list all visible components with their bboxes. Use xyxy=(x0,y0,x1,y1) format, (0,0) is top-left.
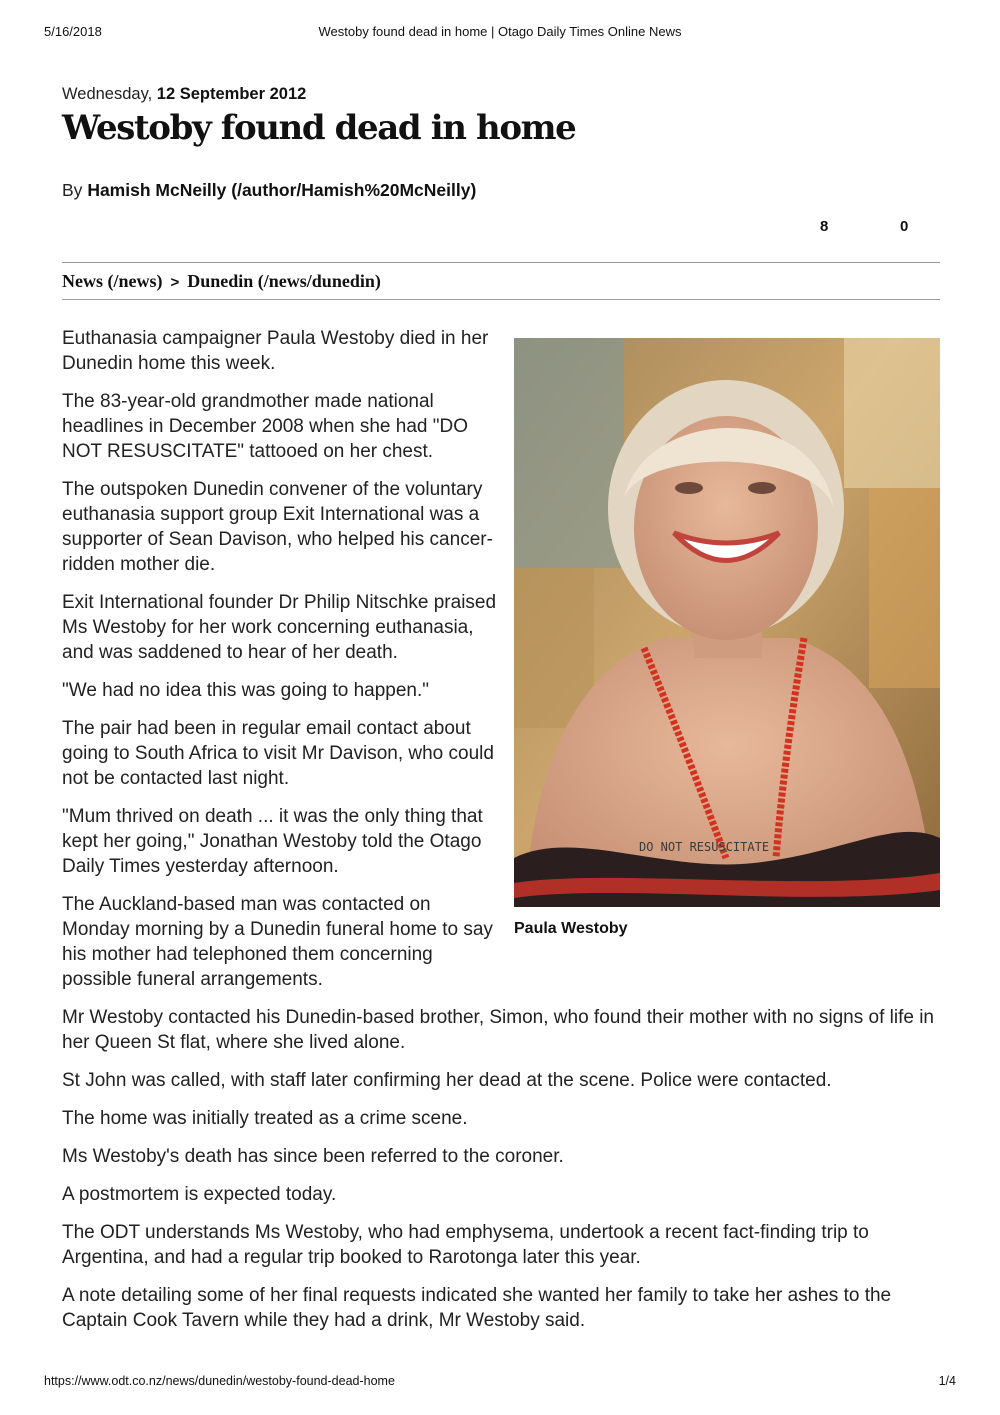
print-date: 5/16/2018 xyxy=(44,24,102,39)
comment-count[interactable]: 0 xyxy=(900,218,909,235)
paragraph: Euthanasia campaigner Paula Westoby died in her Dunedin home this week. xyxy=(62,328,489,374)
paragraph: The Auckland-based man was contacted on Monday morning by a Dunedin funeral home to say his mother had telephoned them concerning possible funeral arrangements. xyxy=(62,894,493,990)
share-count[interactable]: 8 xyxy=(820,218,829,235)
print-footer xyxy=(44,1374,956,1390)
paragraph: "Mum thrived on death ... it was the only thing that kept her going," Jonathan Westoby told the Otago Daily Times yesterday afternoon. xyxy=(62,806,483,877)
author-link[interactable]: Hamish McNeilly (/author/Hamish%20McNeilly) xyxy=(87,180,477,200)
dateline-date: 12 September 2012 xyxy=(156,85,307,103)
dateline-weekday: Wednesday, xyxy=(62,85,153,103)
byline xyxy=(62,180,476,201)
paragraph: The pair had been in regular email contact about going to South Africa to visit Mr Davison, who could not be contacted last night. xyxy=(62,718,494,789)
paragraph: Mr Westoby contacted his Dunedin-based brother, Simon, who found their mother with no signs of life in her Queen St flat, where she lived alone. xyxy=(62,1007,934,1053)
breadcrumb-separator: > xyxy=(170,274,180,291)
paragraph: The ODT understands Ms Westoby, who had emphysema, undertook a recent fact-finding trip to Argentina, and had a regular trip booked to Rarotonga later this year. xyxy=(62,1222,869,1268)
paragraph: The home was initially treated as a crime scene. xyxy=(62,1108,468,1129)
breadcrumb-dunedin-link[interactable]: Dunedin (/news/dunedin) xyxy=(187,271,381,291)
paragraph: Ms Westoby's death has since been referred to the coroner. xyxy=(62,1146,564,1167)
byline-prefix: By xyxy=(62,180,83,200)
paragraph: "We had no idea this was going to happen." xyxy=(62,680,430,701)
breadcrumb xyxy=(62,271,381,292)
paragraph: The outspoken Dunedin convener of the voluntary euthanasia support group Exit International was a supporter of Sean Davison, who helped his cancer-ridden mother die. xyxy=(62,479,493,575)
paragraph: Exit International founder Dr Philip Nitschke praised Ms Westoby for her work concerning euthanasia, and was saddened to hear of her death. xyxy=(62,592,497,663)
article-dateline xyxy=(62,85,306,104)
breadcrumb-bottom-divider xyxy=(62,299,940,300)
paragraph: A postmortem is expected today. xyxy=(62,1184,337,1205)
print-page-title: Westoby found dead in home | Otago Daily Times Online News xyxy=(318,24,682,39)
tattoo-text: DO NOT RESUSCITATE xyxy=(639,840,770,854)
print-header xyxy=(44,24,956,40)
print-page-number: 1/4 xyxy=(938,1374,956,1388)
breadcrumb-top-divider xyxy=(62,262,940,263)
photo-caption: Paula Westoby xyxy=(514,920,628,937)
paragraph: A note detailing some of her final requests indicated she wanted her family to take her ashes to the Captain Cook Tavern while they had a drink, Mr Westoby said. xyxy=(62,1285,892,1331)
breadcrumb-news-link[interactable]: News (/news) xyxy=(62,271,163,291)
paragraph: St John was called, with staff later confirming her dead at the scene. Police were contacted. xyxy=(62,1070,832,1091)
print-url: https://www.odt.co.nz/news/dunedin/westoby-found-dead-home xyxy=(44,1374,395,1388)
article-headline: Westoby found dead in home xyxy=(62,108,576,148)
article-body xyxy=(62,326,942,1346)
paragraph: The 83-year-old grandmother made national headlines in December 2008 when she had "DO NOT RESUSCITATE" tattooed on her chest. xyxy=(62,391,468,462)
